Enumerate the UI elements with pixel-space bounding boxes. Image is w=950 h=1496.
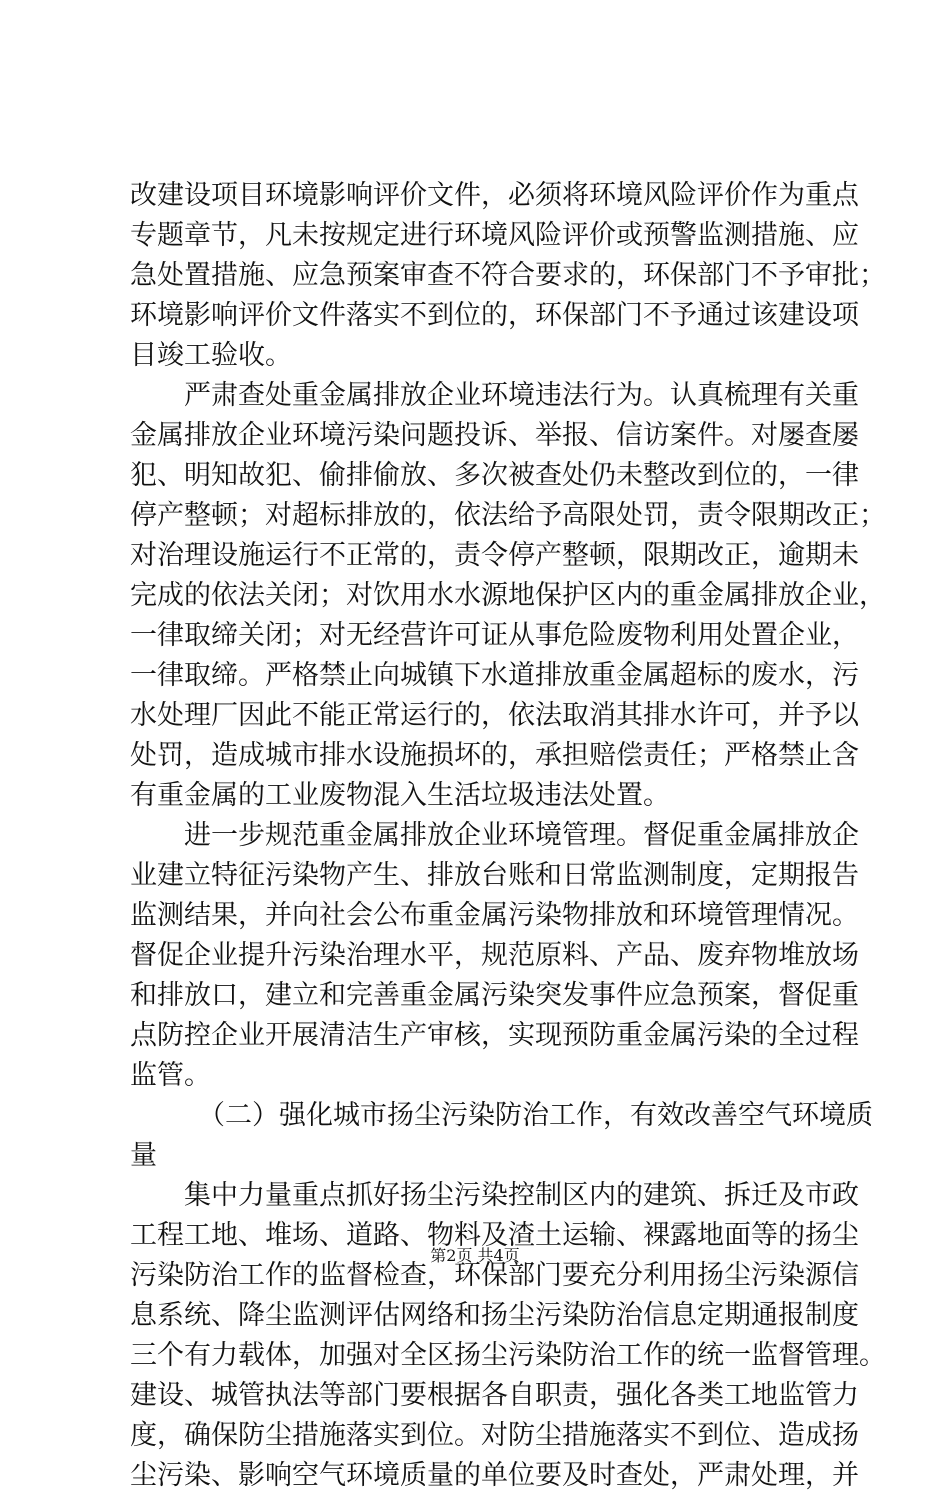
text-line: 建设、城管执法等部门要根据各自职责，强化各类工地监管力	[130, 1380, 859, 1411]
paragraph-first-line: 集中力量重点抓好扬尘污染控制区内的建筑、拆迁及市政	[184, 1180, 859, 1211]
text-line: 犯、明知故犯、偷排偷放、多次被查处仍未整改到位的，一律	[130, 460, 859, 491]
text-line: 一律取缔。严格禁止向城镇下水道排放重金属超标的废水，污	[130, 660, 859, 691]
text-line: 监测结果，并向社会公布重金属污染物排放和环境管理情况。	[130, 900, 859, 931]
text-line: 尘污染、影响空气环境质量的单位要及时查处，严肃处理，并	[130, 1460, 859, 1491]
text-line: 目竣工验收。	[130, 340, 292, 371]
section-heading: （二）强化城市扬尘污染防治工作，有效改善空气环境质	[198, 1100, 873, 1131]
text-line: 和排放口，建立和完善重金属污染突发事件应急预案，督促重	[130, 980, 859, 1011]
text-line: 完成的依法关闭；对饮用水水源地保护区内的重金属排放企业，	[130, 580, 886, 611]
text-line: 督促企业提升污染治理水平，规范原料、产品、废弃物堆放场	[130, 940, 859, 971]
text-line: 金属排放企业环境污染问题投诉、举报、信访案件。对屡查屡	[130, 420, 859, 451]
section-heading-continued: 量	[130, 1140, 157, 1171]
paragraph-first-line: 严肃查处重金属排放企业环境违法行为。认真梳理有关重	[184, 380, 859, 411]
page-footer: 第2页 共4页	[430, 1246, 520, 1265]
document-body	[130, 176, 886, 1496]
text-line: 一律取缔关闭；对无经营许可证从事危险废物利用处置企业，	[130, 620, 859, 651]
text-line: 专题章节，凡未按规定进行环境风险评价或预警监测措施、应	[130, 220, 859, 251]
text-line: 度，确保防尘措施落实到位。对防尘措施落实不到位、造成扬	[130, 1420, 859, 1451]
text-line: 环境影响评价文件落实不到位的，环保部门不予通过该建设项	[130, 300, 859, 331]
text-line: 水处理厂因此不能正常运行的，依法取消其排水许可，并予以	[130, 700, 859, 731]
text-line: 处罚，造成城市排水设施损坏的，承担赔偿责任；严格禁止含	[130, 740, 859, 771]
text-line: 监管。	[130, 1060, 211, 1091]
text-line: 污染防治工作的监督检查，环保部门要充分利用扬尘污染源信	[130, 1260, 859, 1291]
text-line: 有重金属的工业废物混入生活垃圾违法处置。	[130, 780, 670, 811]
text-line: 停产整顿；对超标排放的，依法给予高限处罚，责令限期改正；	[130, 500, 886, 531]
text-line: 对治理设施运行不正常的，责令停产整顿，限期改正，逾期未	[130, 540, 859, 571]
text-line: 急处置措施、应急预案审查不符合要求的，环保部门不予审批；	[130, 260, 886, 291]
text-line: 点防控企业开展清洁生产审核，实现预防重金属污染的全过程	[130, 1020, 859, 1051]
text-line: 息系统、降尘监测评估网络和扬尘污染防治信息定期通报制度	[130, 1300, 859, 1331]
text-line: 工程工地、堆场、道路、物料及渣土运输、裸露地面等的扬尘	[130, 1220, 859, 1251]
text-line: 三个有力载体，加强对全区扬尘污染防治工作的统一监督管理。	[130, 1340, 886, 1371]
text-line: 业建立特征污染物产生、排放台账和日常监测制度，定期报告	[130, 860, 859, 891]
paragraph-first-line: 进一步规范重金属排放企业环境管理。督促重金属排放企	[184, 820, 859, 851]
text-line: 改建设项目环境影响评价文件，必须将环境风险评价作为重点	[130, 180, 859, 211]
